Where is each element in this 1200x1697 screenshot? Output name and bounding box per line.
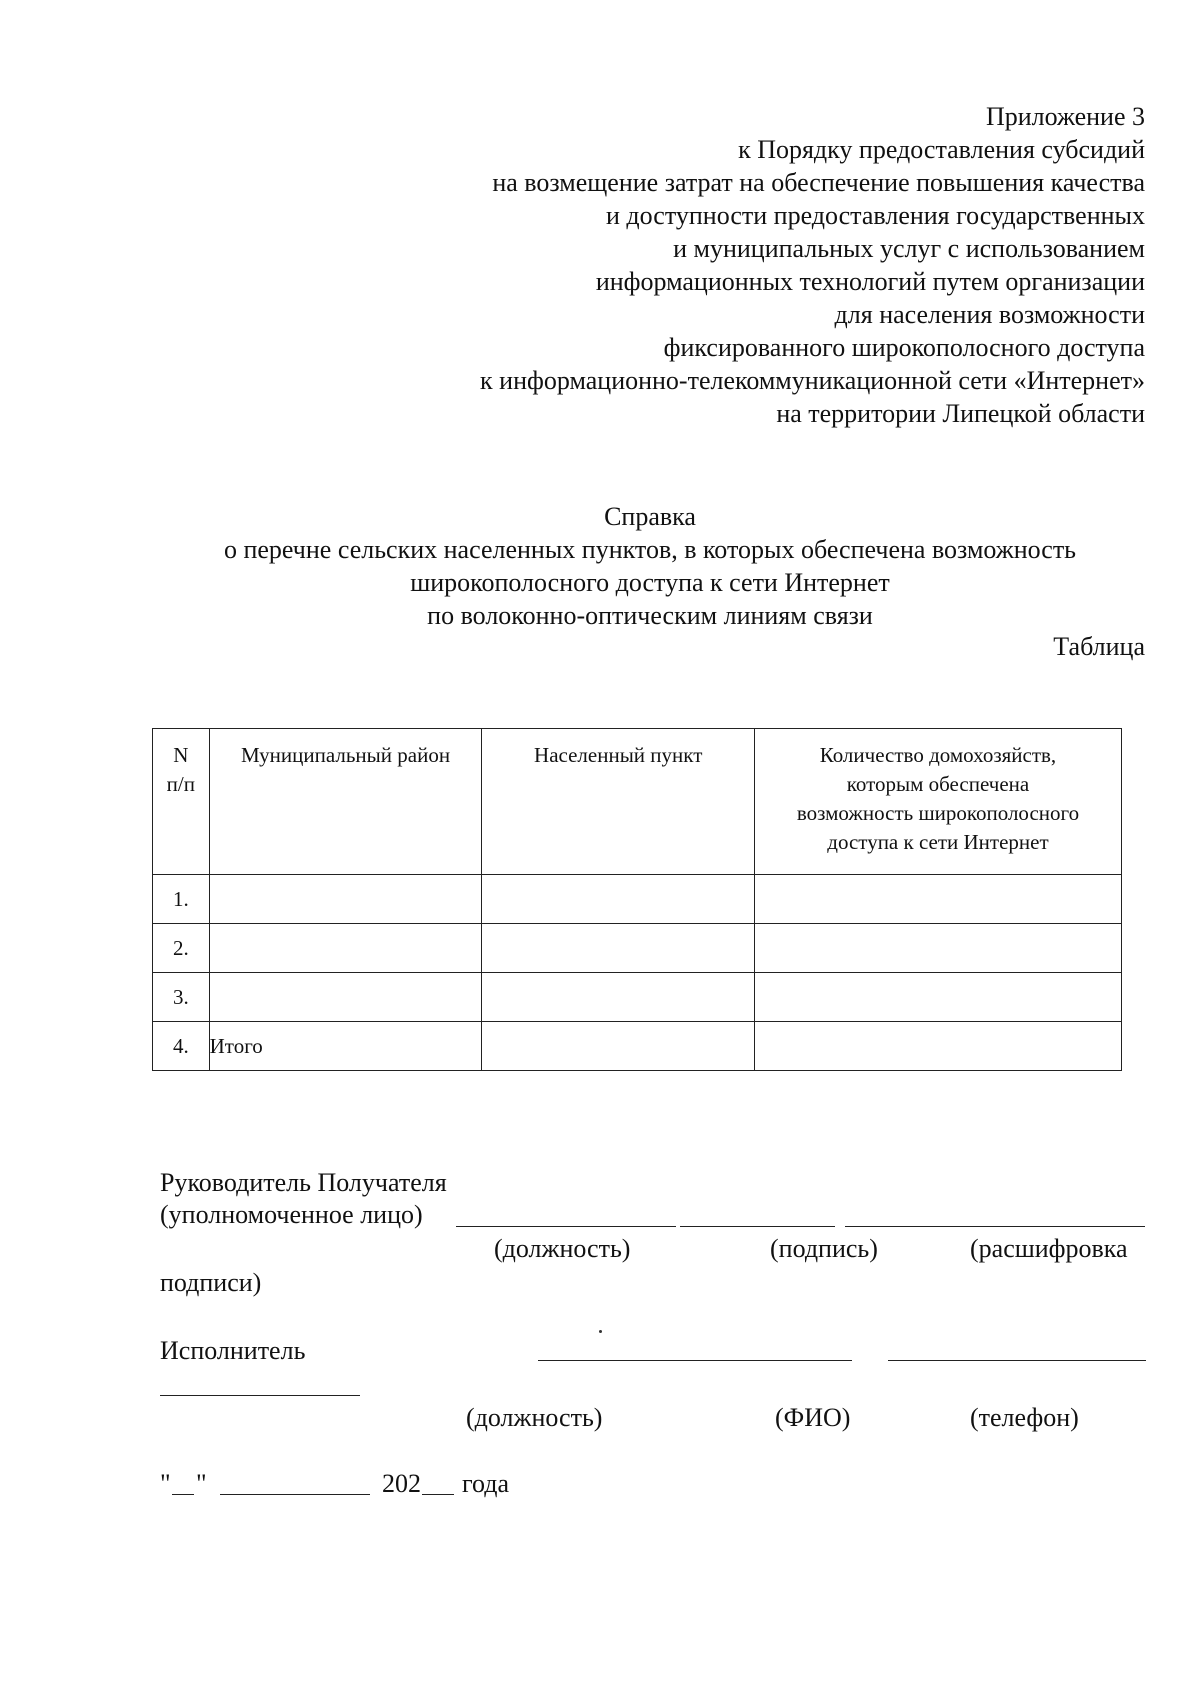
header-households-line: доступа к сети Интернет <box>827 830 1049 854</box>
header-district: Муниципальный район <box>209 729 482 875</box>
date-year-line[interactable] <box>422 1494 454 1495</box>
appendix-line: информационных технологий путем организации <box>595 267 1145 296</box>
date-month-line[interactable] <box>220 1494 370 1495</box>
cell-district[interactable] <box>209 924 482 973</box>
caption-decoding: (расшифровка <box>970 1234 1128 1263</box>
header-households <box>754 729 1121 875</box>
header-settlement: Населенный пункт <box>482 729 754 875</box>
table-row <box>153 973 1122 1022</box>
executor-label: Исполнитель <box>160 1336 306 1365</box>
executor-phone-line[interactable] <box>888 1360 1146 1361</box>
heading-line: широкополосного доступа к сети Интернет <box>410 568 890 597</box>
header-households-line: Количество домохозяйств, <box>819 743 1057 767</box>
header-number-line1: N <box>173 743 189 767</box>
cell-settlement[interactable] <box>482 924 754 973</box>
appendix-line: и доступности предоставления государственных <box>606 201 1145 230</box>
executor-position-line[interactable] <box>160 1395 360 1396</box>
appendix-line: Приложение 3 <box>985 102 1145 131</box>
scan-speck <box>599 1330 602 1333</box>
table-row <box>153 875 1122 924</box>
caption-position: (должность) <box>494 1234 631 1263</box>
head-name-line[interactable] <box>845 1226 1145 1227</box>
document-title: Справка <box>604 502 696 531</box>
caption-executor-position: (должность) <box>466 1403 603 1432</box>
date-quote-open: " <box>160 1469 171 1498</box>
appendix-line: для населения возможности <box>834 300 1145 329</box>
heading-line: по волоконно-оптическим линиям связи <box>427 601 873 630</box>
head-position-line[interactable] <box>456 1226 676 1227</box>
row-number: 2. <box>153 924 210 973</box>
cell-households[interactable] <box>754 875 1121 924</box>
cell-households[interactable] <box>754 1022 1121 1071</box>
head-signature-line[interactable] <box>680 1226 835 1227</box>
executor-name-line[interactable] <box>538 1360 852 1361</box>
header-households-line: которым обеспечена <box>846 772 1030 796</box>
settlements-table <box>152 728 1122 1071</box>
cell-settlement[interactable] <box>482 875 754 924</box>
heading-line: о перечне сельских населенных пунктов, в которых обеспечена возможность <box>223 535 1077 564</box>
cell-district[interactable] <box>209 875 482 924</box>
row-number: 3. <box>153 973 210 1022</box>
appendix-line: на территории Липецкой области <box>776 399 1145 428</box>
date-day-line[interactable] <box>172 1494 194 1495</box>
header-number <box>153 729 210 875</box>
caption-executor-name: (ФИО) <box>775 1403 851 1432</box>
caption-decoding-wrap: подписи) <box>160 1268 262 1297</box>
cell-households[interactable] <box>754 924 1121 973</box>
table-label: Таблица <box>1053 632 1145 661</box>
cell-households[interactable] <box>754 973 1121 1022</box>
row-number: 4. <box>153 1022 210 1071</box>
date-word: года <box>462 1469 510 1498</box>
header-number-line2: п/п <box>166 772 195 796</box>
cell-district[interactable] <box>209 973 482 1022</box>
date-year-prefix: 202 <box>382 1469 421 1498</box>
table-row-total <box>153 1022 1122 1071</box>
row-number: 1. <box>153 875 210 924</box>
appendix-line: к Порядку предоставления субсидий <box>738 135 1145 164</box>
cell-total-label: Итого <box>209 1022 482 1071</box>
head-authorized-label: (уполномоченное лицо) <box>160 1200 423 1229</box>
cell-settlement[interactable] <box>482 973 754 1022</box>
cell-settlement[interactable] <box>482 1022 754 1071</box>
caption-executor-phone: (телефон) <box>970 1403 1079 1432</box>
date-quote-close: " <box>196 1469 207 1498</box>
header-households-line: возможность широкополосного <box>796 801 1080 825</box>
document-heading <box>150 500 1150 632</box>
table-header-row <box>153 729 1122 875</box>
appendix-line: фиксированного широкополосного доступа <box>663 333 1145 362</box>
appendix-line: к информационно-телекоммуникационной сети «Интернет» <box>480 366 1145 395</box>
table-row <box>153 924 1122 973</box>
appendix-line: на возмещение затрат на обеспечение повышения качества <box>492 168 1145 197</box>
appendix-line: и муниципальных услуг с использованием <box>673 234 1145 263</box>
caption-signature: (подпись) <box>770 1234 878 1263</box>
head-title: Руководитель Получателя <box>160 1168 447 1197</box>
appendix-reference <box>345 100 1145 430</box>
